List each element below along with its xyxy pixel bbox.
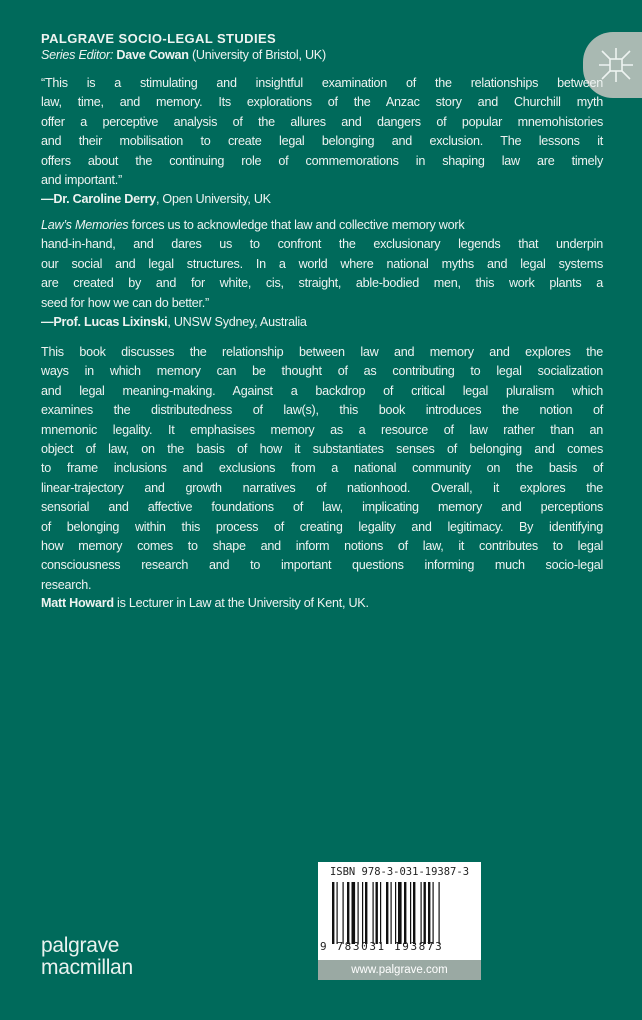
- series-title: PALGRAVE SOCIO-LEGAL STUDIES: [41, 31, 277, 46]
- quote-line: and important.”: [41, 172, 122, 187]
- description-line: examines the distributedness of law(s), this book introduces the notion of: [41, 403, 603, 418]
- quote-line: are created by and for white, cis, straight, able-bodied men, this work plants a: [41, 276, 603, 291]
- dash: —: [41, 192, 54, 207]
- quote-author: Dr. Caroline Derry: [53, 192, 156, 207]
- quote-line: seed for how we can do better.”: [41, 295, 209, 310]
- description-line: This book discusses the relationship between law and memory and explores the: [41, 345, 603, 359]
- quote-affiliation: , UNSW Sydney, Australia: [167, 314, 307, 329]
- description-line: sensorial and affective foundations of law, implicating memory and perceptions: [41, 500, 603, 515]
- series-header: [41, 29, 603, 66]
- author-name: Matt Howard: [41, 596, 114, 610]
- quote-line: our social and legal structures. In a world where national myths and legal systems: [41, 256, 603, 271]
- series-editor-name: Dave Cowan: [116, 48, 189, 63]
- author-bio-text: is Lecturer in Law at the University of Kent, UK.: [113, 596, 369, 610]
- description-line: research.: [41, 577, 92, 592]
- description-line: ways in which memory can be thought of as contributing to legal socialization: [41, 364, 603, 379]
- description-line: how memory comes to shape and inform notions of law, it contributes to legal: [41, 538, 603, 553]
- isbn-barcode: [318, 862, 481, 980]
- series-editor-label: Series Editor:: [41, 48, 114, 63]
- description-line: of belonging within this process of creating legality and legitimacy. By identifying: [41, 519, 603, 534]
- book-description: [41, 343, 603, 595]
- quote-derry: [41, 74, 603, 210]
- quote-author: Prof. Lucas Lixinski: [53, 314, 168, 329]
- quote-line: forces us to acknowledge that law and collective memory work: [128, 218, 465, 232]
- dash: —: [41, 314, 54, 329]
- quote-lixinski: [41, 216, 603, 332]
- quote-line: law, time, and memory. Its explorations of the Anzac story and Churchill myth: [41, 95, 603, 110]
- quote-line: and their mobilisation to create legal belonging and exclusion. The lessons it: [41, 134, 603, 149]
- description-line: mnemonic legality. It emphasises memory as a resource of law rather than an: [41, 422, 603, 437]
- quote-line: offers about the continuing role of commemorations in shaping law are timely: [41, 153, 603, 168]
- description-line: to frame inclusions and exclusions from a national community on the basis of: [41, 461, 603, 476]
- series-editor-affiliation: (University of Bristol, UK): [191, 48, 326, 63]
- publisher-url[interactable]: www.palgrave.com: [318, 960, 481, 980]
- description-line: consciousness research and to important questions informing much socio-legal: [41, 558, 603, 573]
- description-line: linear-trajectory and growth narratives of nationhood. Overall, it explores the: [41, 480, 603, 495]
- quote-line: “This is a stimulating and insightful examination of the relationships between: [41, 76, 603, 90]
- isbn-text: ISBN 978-3-031-19387-3: [329, 866, 470, 878]
- logo-line-1: palgrave: [41, 934, 120, 957]
- description-line: and legal meaning-making. Against a backdrop of critical legal pluralism which: [41, 383, 603, 398]
- author-bio: [41, 594, 603, 613]
- book-title: Law’s Memories: [41, 218, 129, 232]
- quote-line: hand-in-hand, and dares us to confront the exclusionary legends that underpin: [41, 237, 603, 252]
- quote-affiliation: , Open University, UK: [155, 192, 271, 207]
- publisher-logo: [41, 935, 133, 979]
- description-line: object of law, on the basis of how it substantiates senses of belonging and comes: [41, 441, 603, 456]
- quote-line: offer a perceptive analysis of the allures and dangers of popular mnemohistories: [41, 114, 603, 129]
- barcode-number: 9 783031 193873: [320, 940, 444, 953]
- logo-line-2: macmillan: [41, 956, 133, 979]
